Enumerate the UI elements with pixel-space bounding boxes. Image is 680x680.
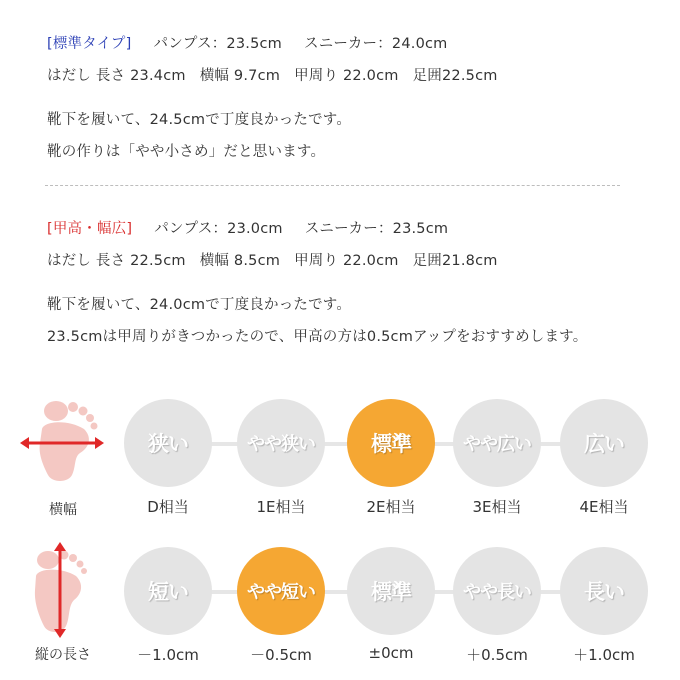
length-option-slightly-long: やや長い [453,547,541,635]
high-sneaker: スニーカー：23.5cm [304,221,449,237]
foot-length-icon [18,540,108,663]
standard-comment-1: 靴下を履いて、24.5cmで丁度良かったです。 [47,112,352,128]
width-option-slightly-narrow: やや狭い [237,399,325,487]
high-instep: 甲周り 22.0cm [294,253,399,269]
standard-instep: 甲周り 22.0cm [294,68,399,84]
width-option-narrow: 狭い [124,399,212,487]
length-sub-4: ＋1.0cm [573,646,635,664]
width-scale-label: 横幅 [49,502,77,518]
width-sub-2: 2E相当 [366,498,416,516]
standard-size-line [47,32,448,53]
width-option-slightly-wide: やや広い [453,399,541,487]
foot-width-icon [18,395,108,518]
high-size-line [47,217,448,238]
length-sub-2: ±0cm [368,644,414,662]
width-option-standard: 標準 [347,399,435,487]
length-scale [0,538,680,668]
standard-width: 横幅 9.7cm [199,68,281,84]
width-scale [0,390,680,520]
high-barefoot-length: はだし 長さ 22.5cm [47,253,186,269]
length-option-long: 長い [560,547,648,635]
length-sub-0: －1.0cm [137,646,199,664]
width-sub-3: 3E相当 [472,498,522,516]
length-sub-1: －0.5cm [250,646,312,664]
length-sub-3: ＋0.5cm [466,646,528,664]
high-girth: 足囲21.8cm [412,253,498,269]
high-comment-2: 23.5cmは甲周りがきつかったので、甲高の方は0.5cmアップをおすすめします。 [47,329,588,345]
high-measure-line [47,249,498,270]
high-width: 横幅 8.5cm [199,253,281,269]
width-sub-0: D相当 [147,498,189,516]
length-option-short: 短い [124,547,212,635]
standard-tag: [標準タイプ] [47,36,132,52]
width-sub-4: 4E相当 [579,498,629,516]
standard-comment-2: 靴の作りは「やや小さめ」だと思います。 [47,144,326,160]
high-comment-1: 靴下を履いて、24.0cmで丁度良かったです。 [47,297,352,313]
standard-barefoot-length: はだし 長さ 23.4cm [47,68,186,84]
standard-sneaker: スニーカー：24.0cm [304,36,448,52]
length-scale-label: 縦の長さ [35,647,91,663]
section-divider [45,185,620,186]
high-pumps: パンプス：23.0cm [154,221,283,237]
length-option-slightly-short: やや短い [237,547,325,635]
standard-measure-line [47,64,498,85]
length-option-standard: 標準 [347,547,435,635]
standard-pumps: パンプス：23.5cm [153,36,283,52]
high-tag: [甲高・幅広] [47,221,133,237]
width-option-wide: 広い [560,399,648,487]
width-sub-1: 1E相当 [256,498,306,516]
standard-girth: 足囲22.5cm [412,68,498,84]
